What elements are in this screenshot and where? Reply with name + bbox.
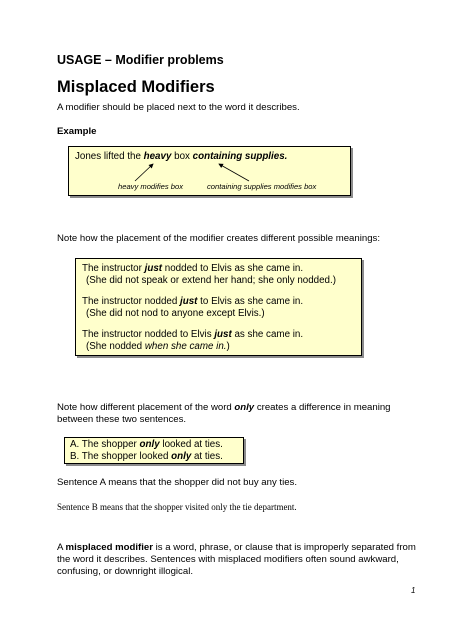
- definition-paragraph: [57, 542, 422, 578]
- only-a-only: only: [139, 439, 160, 450]
- arrow-heavy-icon: [135, 164, 153, 181]
- definition-term: misplaced modifier: [65, 542, 153, 553]
- only-b-only: only: [171, 451, 192, 462]
- just-sentence-3: [82, 329, 303, 341]
- annotation-heavy: heavy modifies box: [118, 182, 184, 191]
- section-title: Misplaced Modifiers: [57, 78, 215, 96]
- just-s3-just: just: [214, 329, 232, 340]
- just-sentence-2: [82, 296, 303, 308]
- arrow-containing-icon: [219, 164, 249, 181]
- example-containing: containing supplies.: [192, 151, 288, 162]
- just-box: [75, 258, 362, 356]
- just-s1-post: nodded to Elvis as she came in.: [162, 263, 304, 274]
- just-s3-pre: The instructor nodded to Elvis: [82, 329, 215, 340]
- note-only-pre: Note how different placement of the word: [57, 402, 235, 413]
- example-sentence-mid: box: [171, 151, 193, 162]
- just-g3-ital: when she came in.: [144, 341, 227, 352]
- just-gloss-1: (She did not speak or extend her hand; she only nodded.): [86, 275, 336, 286]
- note-only-post: creates a difference in meaning between these two sentences.: [57, 402, 391, 425]
- annotation-containing: containing supplies modifies box: [207, 182, 317, 191]
- only-sentence-b: [70, 451, 223, 463]
- sentence-a-meaning: Sentence A means that the shopper did not buy any ties.: [57, 477, 298, 488]
- just-s2-post: to Elvis as she came in.: [197, 296, 304, 307]
- just-gloss-3: [86, 341, 230, 353]
- just-g3-pre: (She nodded: [86, 341, 145, 352]
- sentence-b-meaning: Sentence B means that the shopper visited only the tie department.: [57, 502, 297, 512]
- only-a-post: looked at ties.: [159, 439, 223, 450]
- only-sentence-a: [70, 439, 223, 451]
- just-gloss-2: (She did not nod to anyone except Elvis.): [86, 308, 265, 319]
- example-label: Example: [57, 126, 97, 137]
- just-s2-pre: The instructor nodded: [82, 296, 181, 307]
- header-title: USAGE – Modifier problems: [57, 53, 224, 67]
- only-b-post: at ties.: [191, 451, 223, 462]
- just-s1-pre: The instructor: [82, 263, 145, 274]
- note-only: [57, 402, 397, 426]
- only-b-pre: B. The shopper looked: [70, 451, 172, 462]
- just-s1-just: just: [144, 263, 163, 274]
- just-s2-just: just: [180, 296, 198, 307]
- just-sentence-1: [82, 263, 303, 275]
- just-g3-post: ): [226, 341, 230, 352]
- page-number: 1: [411, 586, 416, 595]
- note-only-word: only: [234, 402, 255, 413]
- example-heavy: heavy: [143, 151, 172, 162]
- note-placement: Note how the placement of the modifier creates different possible meanings:: [57, 233, 380, 244]
- example-sentence-pre: Jones lifted the: [75, 151, 144, 162]
- example-box: [68, 146, 351, 196]
- just-s3-post: as she came in.: [231, 329, 304, 340]
- definition-post: is a word, phrase, or clause that is improperly separated from the word it describes. Sentences with misplaced modifiers often sound awkward, confusing, or downright illogical.: [57, 542, 416, 577]
- annotation-arrows: [69, 147, 350, 195]
- only-box: [64, 437, 244, 464]
- only-a-pre: A. The shopper: [70, 439, 140, 450]
- intro-text: A modifier should be placed next to the word it describes.: [57, 102, 300, 113]
- definition-pre: A: [57, 542, 66, 553]
